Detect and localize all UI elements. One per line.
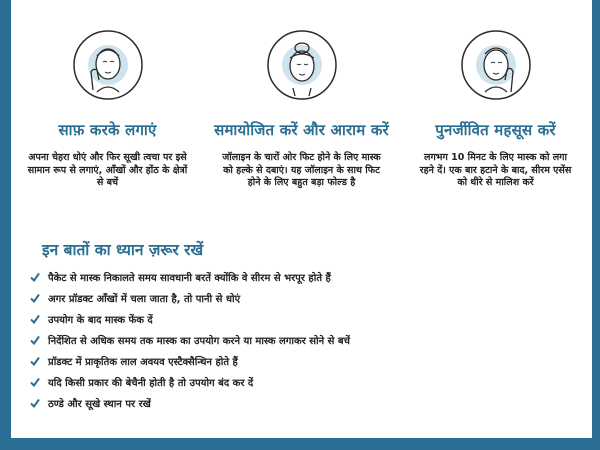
step-title: पुनर्जीवित महसूस करें (435, 121, 556, 139)
checkmark-icon (30, 272, 40, 282)
list-item (30, 392, 570, 413)
list-item (30, 371, 570, 392)
checkmark-icon (30, 356, 40, 366)
step-title: साफ़ करके लगाएं (58, 121, 157, 139)
tip-text: यदि किसी प्रकार की बेचैनी होती है तो उपयोग बंद कर दें (48, 377, 254, 389)
step-description: जॉलाइन के चारों ओर फिट होने के लिए मास्क को हल्के से दबाएं। यह जॉलाइन के साथ फिट होने के लिए बहुत बड़ा फोल्ड है (222, 152, 381, 188)
tips-heading: इन बातों का ध्यान ज़रूर रखें (42, 241, 204, 259)
list-item (30, 266, 570, 287)
tip-text: प्रॉडक्ट में प्राकृतिक लाल अवयव एस्टैक्सैन्थिन होते हैं (48, 356, 238, 368)
step-revitalize (399, 30, 592, 190)
tip-text: अगर प्रॉडक्ट आँखों में चला जाता है, तो पानी से धोएं (48, 293, 241, 305)
face-massaging-icon (461, 30, 531, 100)
right-border (592, 0, 600, 450)
checkmark-icon (30, 335, 40, 345)
face-relaxing-icon (267, 30, 337, 100)
tip-text: पैकेट से मास्क निकालते समय सावधानी बरतें क्योंकि वे सीरम से भरपूर होते हैं (48, 272, 331, 284)
list-item (30, 350, 570, 371)
steps-section (11, 30, 592, 200)
step-description: अपना चेहरा धोएं और फिर सूखी त्वचा पर इसे सामान रूप से लगाएं, आँखों और होंठ के क्षेत्रों से बचें (27, 152, 188, 188)
step-title: समायोजित करें और आराम करें (214, 121, 389, 139)
checkmark-icon (30, 314, 40, 324)
tips-list (30, 266, 570, 413)
step-description: लगभग 10 मिनट के लिए मास्क को लगा रहने दें। एक बार हटाने के बाद, सीरम एसेंस को धीरे से मालिश करें (419, 152, 572, 188)
checkmark-icon (30, 398, 40, 408)
list-item (30, 308, 570, 329)
step-adjust (205, 30, 398, 190)
left-border (0, 0, 11, 450)
tip-text: ठण्डे और सूखे स्थान पर रखें (48, 398, 151, 410)
tip-text: उपयोग के बाद मास्क फेंक दें (48, 314, 153, 326)
face-cleansing-icon (73, 30, 143, 100)
bottom-border (0, 438, 600, 450)
list-item (30, 329, 570, 350)
step-cleanse (11, 30, 204, 190)
checkmark-icon (30, 377, 40, 387)
tip-text: निर्देशित से अधिक समय तक मास्क का उपयोग करने या मास्क लगाकर सोने से बचें (48, 335, 350, 347)
list-item (30, 287, 570, 308)
checkmark-icon (30, 293, 40, 303)
